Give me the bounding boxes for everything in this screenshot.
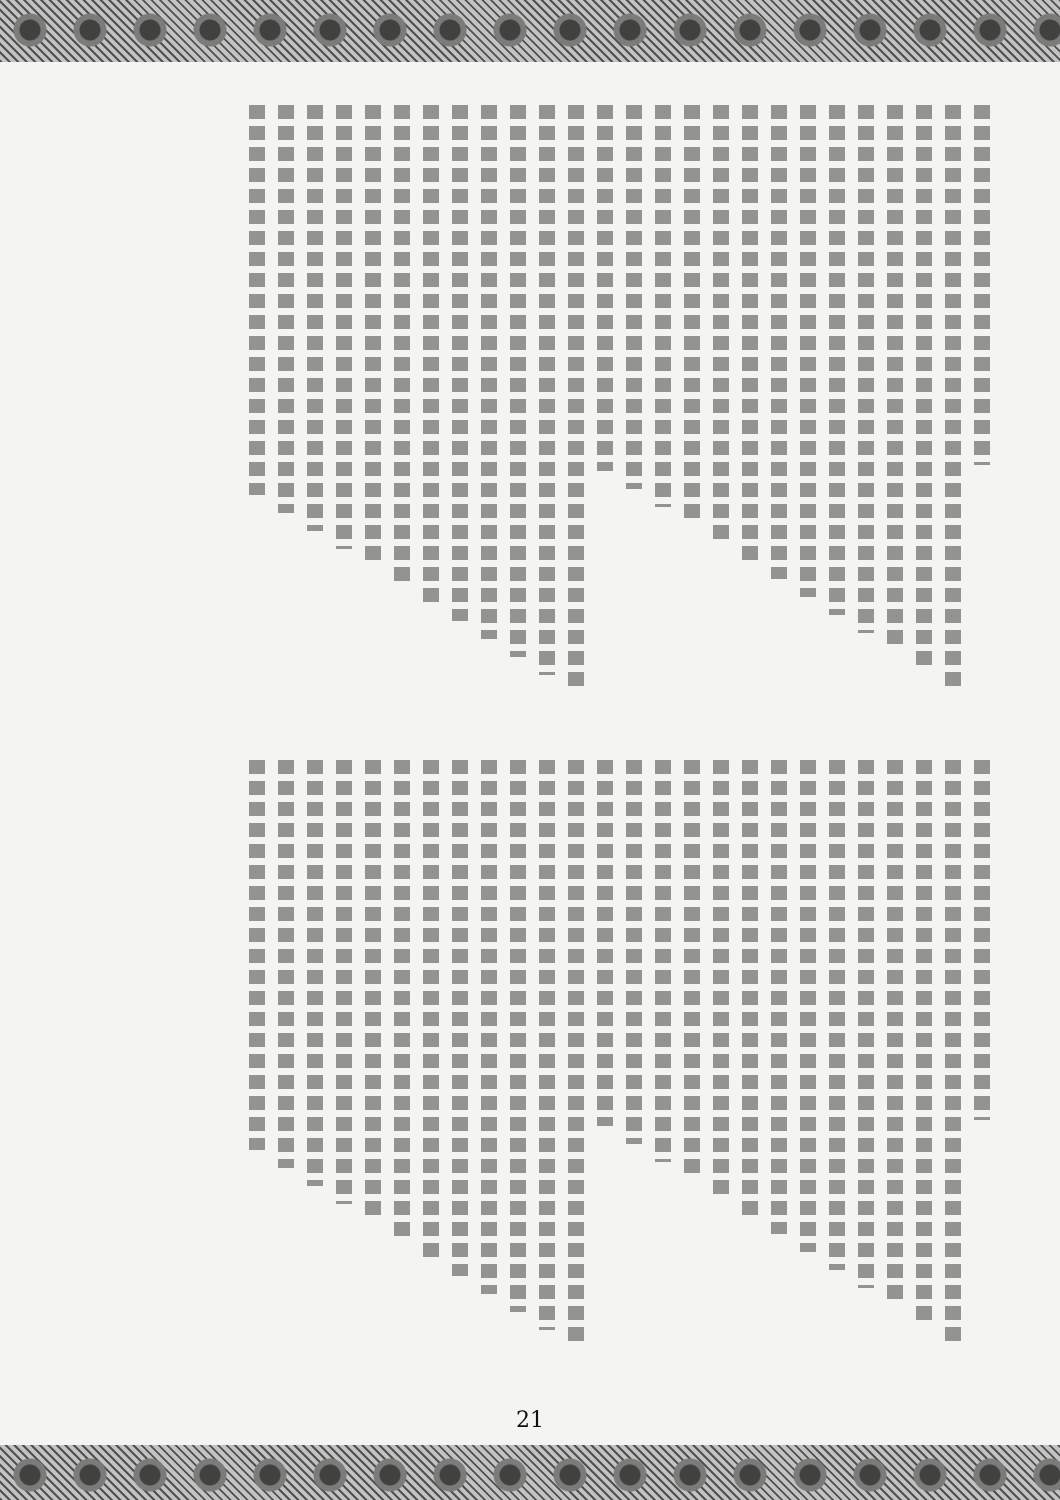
text-line-placeholder <box>713 105 729 543</box>
text-line-placeholder <box>568 105 584 693</box>
text-line-placeholder <box>249 105 265 495</box>
text-line-placeholder <box>858 105 874 633</box>
text-line-placeholder <box>278 105 294 513</box>
text-block-lower <box>249 760 990 1360</box>
text-line-placeholder <box>829 105 845 615</box>
text-line-placeholder <box>742 105 758 561</box>
text-line-placeholder <box>365 105 381 567</box>
text-line-placeholder <box>713 760 729 1198</box>
text-line-placeholder <box>945 760 961 1342</box>
lace-border-bottom <box>0 1445 1060 1500</box>
text-line-placeholder <box>278 760 294 1168</box>
text-line-placeholder <box>394 760 410 1240</box>
text-line-placeholder <box>684 105 700 525</box>
text-line-placeholder <box>597 105 613 471</box>
text-block-upper <box>249 105 990 705</box>
text-line-placeholder <box>974 760 990 1120</box>
text-line-placeholder <box>974 105 990 465</box>
text-line-placeholder <box>887 760 903 1306</box>
text-line-placeholder <box>336 760 352 1204</box>
text-line-placeholder <box>655 760 671 1162</box>
text-line-placeholder <box>423 760 439 1258</box>
text-line-placeholder <box>365 760 381 1222</box>
text-line-placeholder <box>626 760 642 1144</box>
text-line-placeholder <box>307 105 323 531</box>
text-line-placeholder <box>481 105 497 639</box>
text-line-placeholder <box>481 760 497 1294</box>
text-line-placeholder <box>945 105 961 687</box>
text-line-placeholder <box>423 105 439 603</box>
text-line-placeholder <box>336 105 352 549</box>
text-line-placeholder <box>394 105 410 585</box>
text-line-placeholder <box>510 760 526 1312</box>
text-line-placeholder <box>800 760 816 1252</box>
text-line-placeholder <box>539 105 555 675</box>
text-line-placeholder <box>887 105 903 651</box>
text-line-placeholder <box>771 760 787 1234</box>
text-line-placeholder <box>568 760 584 1348</box>
text-line-placeholder <box>829 760 845 1270</box>
text-line-placeholder <box>452 760 468 1276</box>
text-line-placeholder <box>597 760 613 1126</box>
text-line-placeholder <box>249 760 265 1150</box>
text-line-placeholder <box>742 760 758 1216</box>
text-line-placeholder <box>307 760 323 1186</box>
text-line-placeholder <box>539 760 555 1330</box>
text-line-placeholder <box>771 105 787 579</box>
text-line-placeholder <box>916 105 932 669</box>
lace-border-top <box>0 0 1060 62</box>
text-line-placeholder <box>684 760 700 1180</box>
text-line-placeholder <box>916 760 932 1324</box>
text-line-placeholder <box>452 105 468 621</box>
text-line-placeholder <box>655 105 671 507</box>
text-line-placeholder <box>510 105 526 657</box>
text-line-placeholder <box>800 105 816 597</box>
text-line-placeholder <box>626 105 642 489</box>
page-number: 21 <box>516 1408 544 1433</box>
text-line-placeholder <box>858 760 874 1288</box>
